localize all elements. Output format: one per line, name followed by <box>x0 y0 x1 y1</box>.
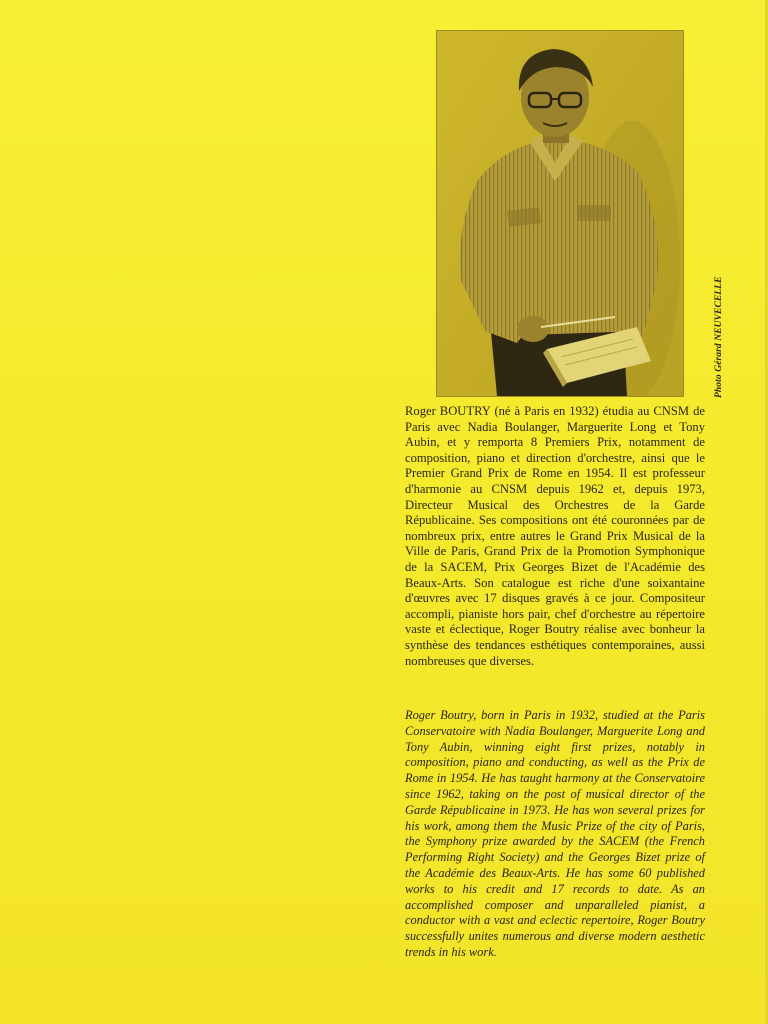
photo-credit: Photo Gérard NEUVECELLE <box>714 276 724 398</box>
biography-french: Roger BOUTRY (né à Paris en 1932) étudia au CNSM de Paris avec Nadia Boulanger, Marguerite Long et Tony Aubin, et y remporta 8 Premiers Prix, notamment de composition, piano et direction d'orchestre, ainsi que le Premier Grand Prix de Rome en 1954. Il est professeur d'harmonie au CNSM depuis 1962 et, depuis 1973, Directeur Musical des Orchestres de la Garde Républicaine. Ses compositions ont été couronnées par de nombreux prix, entre autres le Grand Prix Musical de la Ville de Paris, Grand Prix de la Promotion Symphonique de la SACEM, Prix Georges Bizet de l'Académie des Beaux-Arts. Son catalogue est riche d'une soixantaine d'œuvres avec 17 disques gravés à ce jour. Compositeur accompli, pianiste hors pair, chef d'orchestre au répertoire vaste et éclectique, Roger Boutry réalise avec bonheur la synthèse des tendances esthétiques contemporaines, aussi nombreuses que diverses. <box>405 404 705 668</box>
biography-english: Roger Boutry, born in Paris in 1932, studied at the Paris Conservatoire with Nadia Boulanger, Marguerite Long and Tony Aubin, winning eight first prizes, notably in composition, piano and conducting, as well as the Prix de Rome in 1954. He has taught harmony at the Conservatoire since 1962, taking on the post of musical director of the Garde Républicaine in 1973. He has won several prizes for his work, among them the Music Prize of the city of Paris, the Symphony prize awarded by the SACEM (the French Performing Right Society) and the Georges Bizet prize of the Académie des Beaux-Arts. He has some 60 published works to his credit and 17 records to date. As an accomplished composer and unparalleled pianist, a conductor with a vast and eclectic repertoire, Roger Boutry successfully unites numerous and diverse modern aesthetic trends in his work. <box>405 708 705 959</box>
composer-portrait-photo <box>436 30 684 397</box>
